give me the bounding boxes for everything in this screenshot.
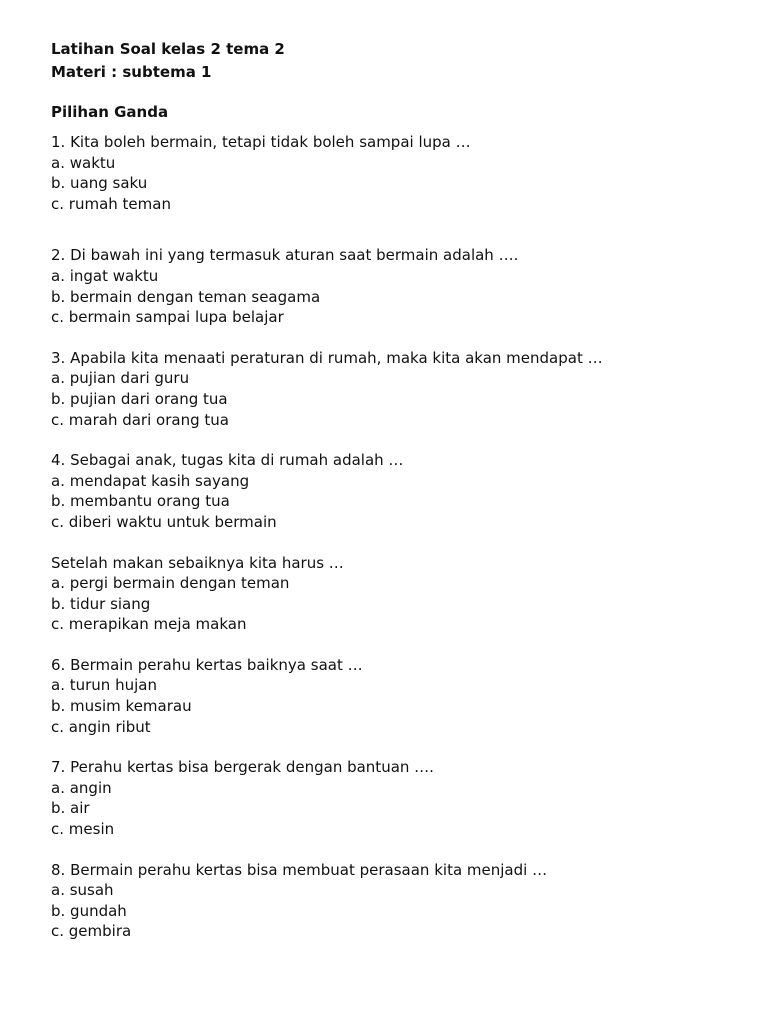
question-text: 4. Sebagai anak, tugas kita di rumah adalah … bbox=[51, 451, 404, 470]
option-a: a. pujian dari guru bbox=[51, 369, 190, 388]
option-c: c. mesin bbox=[51, 820, 115, 839]
worksheet-title: Latihan Soal kelas 2 tema 2 bbox=[51, 40, 285, 58]
option-b: b. tidur siang bbox=[51, 594, 151, 613]
worksheet-subtitle: Materi : subtema 1 bbox=[51, 63, 212, 81]
option-a: a. susah bbox=[51, 881, 114, 900]
option-c: c. merapikan meja makan bbox=[51, 615, 247, 634]
question-list bbox=[51, 132, 731, 942]
option-c: c. gembira bbox=[51, 922, 132, 941]
option-b: b. bermain dengan teman seagama bbox=[51, 287, 321, 306]
question-text: 1. Kita boleh bermain, tetapi tidak boleh sampai lupa … bbox=[51, 133, 471, 151]
question-text: 2. Di bawah ini yang termasuk aturan saat bermain adalah …. bbox=[51, 246, 519, 265]
question-7 bbox=[51, 757, 731, 839]
option-b: b. gundah bbox=[51, 901, 127, 920]
option-a: a. pergi bermain dengan teman bbox=[51, 574, 290, 593]
question-6 bbox=[51, 655, 731, 737]
option-a: a. mendapat kasih sayang bbox=[51, 471, 250, 490]
option-b: b. air bbox=[51, 799, 90, 818]
question-text: 7. Perahu kertas bisa bergerak dengan bantuan …. bbox=[51, 758, 434, 777]
question-5 bbox=[51, 553, 731, 635]
option-c: c. rumah teman bbox=[51, 194, 171, 213]
question-2 bbox=[51, 245, 731, 327]
question-text: Setelah makan sebaiknya kita harus … bbox=[51, 553, 344, 572]
option-c: c. marah dari orang tua bbox=[51, 410, 229, 429]
question-text: 8. Bermain perahu kertas bisa membuat perasaan kita menjadi … bbox=[51, 860, 548, 879]
option-a: a. angin bbox=[51, 778, 112, 797]
question-1 bbox=[51, 132, 731, 214]
option-c: c. bermain sampai lupa belajar bbox=[51, 308, 284, 327]
option-b: b. uang saku bbox=[51, 174, 148, 193]
option-c: c. angin ribut bbox=[51, 717, 151, 736]
option-a: a. ingat waktu bbox=[51, 266, 159, 285]
section-title: Pilihan Ganda bbox=[51, 103, 169, 121]
question-text: 6. Bermain perahu kertas baiknya saat … bbox=[51, 655, 363, 674]
option-a: a. waktu bbox=[51, 153, 116, 172]
question-8 bbox=[51, 860, 731, 942]
question-3 bbox=[51, 348, 731, 430]
option-b: b. membantu orang tua bbox=[51, 492, 230, 511]
question-text: 3. Apabila kita menaati peraturan di rumah, maka kita akan mendapat … bbox=[51, 348, 603, 367]
option-b: b. musim kemarau bbox=[51, 697, 192, 716]
worksheet-page bbox=[51, 38, 731, 942]
question-4 bbox=[51, 450, 731, 532]
option-a: a. turun hujan bbox=[51, 676, 157, 695]
option-c: c. diberi waktu untuk bermain bbox=[51, 512, 277, 531]
option-b: b. pujian dari orang tua bbox=[51, 389, 228, 408]
